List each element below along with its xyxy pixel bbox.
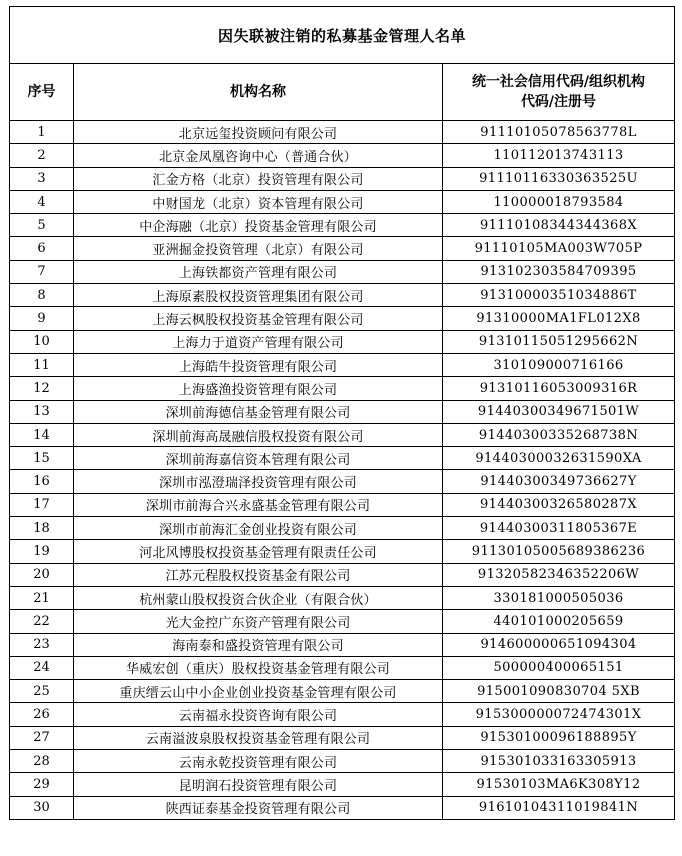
row-org-name: 亚洲掘金投资管理（北京）有限公司 bbox=[74, 237, 443, 260]
row-index: 29 bbox=[10, 773, 74, 796]
row-credit-code: 91440300032631590XA bbox=[443, 447, 675, 470]
row-org-name: 河北风博股权投资基金管理有限责任公司 bbox=[74, 540, 443, 563]
row-credit-code: 500000400065151 bbox=[443, 656, 675, 679]
row-credit-code: 91610104311019841N bbox=[443, 796, 675, 819]
table-row bbox=[10, 796, 675, 819]
row-index: 1 bbox=[10, 121, 74, 144]
table-row bbox=[10, 703, 675, 726]
row-credit-code: 91110105078563778L bbox=[443, 121, 675, 144]
header-code-line2: 代码/注册号 bbox=[520, 94, 597, 110]
table-body bbox=[10, 121, 675, 820]
table-row bbox=[10, 284, 675, 307]
row-index: 8 bbox=[10, 284, 74, 307]
row-org-name: 深圳市前海合兴永盛基金管理有限公司 bbox=[74, 493, 443, 516]
row-index: 24 bbox=[10, 656, 74, 679]
row-credit-code: 91530103MA6K308Y12 bbox=[443, 773, 675, 796]
header-row bbox=[10, 64, 675, 121]
row-org-name: 云南永乾投资管理有限公司 bbox=[74, 750, 443, 773]
title-row bbox=[10, 7, 675, 64]
table-row bbox=[10, 750, 675, 773]
row-credit-code: 915001090830704 5XB bbox=[443, 680, 675, 703]
row-credit-code: 91440300349736627Y bbox=[443, 470, 675, 493]
row-credit-code: 91440300349671501W bbox=[443, 400, 675, 423]
table-row bbox=[10, 423, 675, 446]
row-index: 2 bbox=[10, 144, 74, 167]
table-row bbox=[10, 517, 675, 540]
row-index: 19 bbox=[10, 540, 74, 563]
row-org-name: 中企海融（北京）投资基金管理有限公司 bbox=[74, 214, 443, 237]
row-credit-code: 91110105MA003W705P bbox=[443, 237, 675, 260]
table-row bbox=[10, 307, 675, 330]
row-index: 23 bbox=[10, 633, 74, 656]
row-index: 22 bbox=[10, 610, 74, 633]
row-credit-code: 91320582346352206W bbox=[443, 563, 675, 586]
row-org-name: 上海盛渔投资管理有限公司 bbox=[74, 377, 443, 400]
table-row bbox=[10, 680, 675, 703]
row-index: 12 bbox=[10, 377, 74, 400]
row-index: 27 bbox=[10, 726, 74, 749]
row-index: 21 bbox=[10, 586, 74, 609]
header-code bbox=[443, 64, 675, 121]
row-index: 11 bbox=[10, 353, 74, 376]
row-org-name: 深圳市泓澄瑞泽投资管理有限公司 bbox=[74, 470, 443, 493]
header-name: 机构名称 bbox=[74, 64, 443, 121]
table-row bbox=[10, 726, 675, 749]
table-row bbox=[10, 167, 675, 190]
row-index: 25 bbox=[10, 680, 74, 703]
row-index: 9 bbox=[10, 307, 74, 330]
row-org-name: 北京远玺投资顾问有限公司 bbox=[74, 121, 443, 144]
row-org-name: 汇金方格（北京）投资管理有限公司 bbox=[74, 167, 443, 190]
table-row bbox=[10, 610, 675, 633]
row-org-name: 北京金凤凰咨询中心（普通合伙） bbox=[74, 144, 443, 167]
row-org-name: 杭州蒙山股权投资合伙企业（有限合伙） bbox=[74, 586, 443, 609]
table-row bbox=[10, 353, 675, 376]
row-credit-code: 110000018793584 bbox=[443, 190, 675, 213]
row-org-name: 上海云枫股权投资基金管理有限公司 bbox=[74, 307, 443, 330]
table-row bbox=[10, 493, 675, 516]
row-org-name: 上海力于道资产管理有限公司 bbox=[74, 330, 443, 353]
table-row bbox=[10, 377, 675, 400]
registry-sheet bbox=[9, 6, 674, 820]
table-row bbox=[10, 121, 675, 144]
row-org-name: 华威宏创（重庆）股权投资基金管理有限公司 bbox=[74, 656, 443, 679]
row-org-name: 云南溢波泉股权投资基金管理有限公司 bbox=[74, 726, 443, 749]
row-org-name: 深圳前海德信基金管理有限公司 bbox=[74, 400, 443, 423]
row-org-name: 云南福永投资咨询有限公司 bbox=[74, 703, 443, 726]
row-credit-code: 91310000351034886T bbox=[443, 284, 675, 307]
row-org-name: 上海皓牛投资管理有限公司 bbox=[74, 353, 443, 376]
row-index: 28 bbox=[10, 750, 74, 773]
row-credit-code: 91440300326580287X bbox=[443, 493, 675, 516]
row-index: 3 bbox=[10, 167, 74, 190]
header-index: 序号 bbox=[10, 64, 74, 121]
header-code-line1: 统一社会信用代码/组织机构 bbox=[471, 74, 646, 90]
row-credit-code: 915300000072474301X bbox=[443, 703, 675, 726]
row-credit-code: 915301033163305913 bbox=[443, 750, 675, 773]
row-index: 30 bbox=[10, 796, 74, 819]
row-org-name: 陕西证泰基金投资管理有限公司 bbox=[74, 796, 443, 819]
row-org-name: 中财国龙（北京）资本管理有限公司 bbox=[74, 190, 443, 213]
table-title: 因失联被注销的私募基金管理人名单 bbox=[10, 7, 675, 64]
row-index: 7 bbox=[10, 260, 74, 283]
row-index: 16 bbox=[10, 470, 74, 493]
row-credit-code: 914600000651094304 bbox=[443, 633, 675, 656]
table-row bbox=[10, 400, 675, 423]
table-row bbox=[10, 656, 675, 679]
row-credit-code: 913102303584709395 bbox=[443, 260, 675, 283]
row-credit-code: 91440300335268738N bbox=[443, 423, 675, 446]
row-org-name: 重庆缙云山中小企业创业投资基金管理有限公司 bbox=[74, 680, 443, 703]
row-org-name: 江苏元程股权投资基金有限公司 bbox=[74, 563, 443, 586]
row-org-name: 上海铁都资产管理有限公司 bbox=[74, 260, 443, 283]
table-row bbox=[10, 773, 675, 796]
row-credit-code: 91310000MA1FL012X8 bbox=[443, 307, 675, 330]
table-row bbox=[10, 190, 675, 213]
table-row bbox=[10, 214, 675, 237]
row-credit-code: 440101000205659 bbox=[443, 610, 675, 633]
row-credit-code: 91530100096188895Y bbox=[443, 726, 675, 749]
row-org-name: 深圳前海高晟融信股权投资有限公司 bbox=[74, 423, 443, 446]
row-index: 26 bbox=[10, 703, 74, 726]
table-row bbox=[10, 330, 675, 353]
row-org-name: 深圳前海嘉信资本管理有限公司 bbox=[74, 447, 443, 470]
row-index: 20 bbox=[10, 563, 74, 586]
row-index: 6 bbox=[10, 237, 74, 260]
row-index: 5 bbox=[10, 214, 74, 237]
row-index: 14 bbox=[10, 423, 74, 446]
table-row bbox=[10, 540, 675, 563]
row-org-name: 上海原素股权投资管理集团有限公司 bbox=[74, 284, 443, 307]
row-credit-code: 91110108344344368X bbox=[443, 214, 675, 237]
table-row bbox=[10, 447, 675, 470]
row-credit-code: 91110116330363525U bbox=[443, 167, 675, 190]
table-row bbox=[10, 563, 675, 586]
row-index: 15 bbox=[10, 447, 74, 470]
row-index: 18 bbox=[10, 517, 74, 540]
row-index: 17 bbox=[10, 493, 74, 516]
row-org-name: 光大金控广东资产管理有限公司 bbox=[74, 610, 443, 633]
table-row bbox=[10, 470, 675, 493]
row-index: 10 bbox=[10, 330, 74, 353]
row-credit-code: 330181000505036 bbox=[443, 586, 675, 609]
table-row bbox=[10, 144, 675, 167]
table-row bbox=[10, 237, 675, 260]
table-row bbox=[10, 260, 675, 283]
manager-list-table bbox=[9, 6, 675, 820]
row-org-name: 深圳市前海汇金创业投资有限公司 bbox=[74, 517, 443, 540]
table-row bbox=[10, 633, 675, 656]
row-credit-code: 91440300311805367E bbox=[443, 517, 675, 540]
row-index: 4 bbox=[10, 190, 74, 213]
row-credit-code: 91310115051295662N bbox=[443, 330, 675, 353]
row-org-name: 昆明润石投资管理有限公司 bbox=[74, 773, 443, 796]
row-credit-code: 310109000716166 bbox=[443, 353, 675, 376]
row-credit-code: 91130105005689386236 bbox=[443, 540, 675, 563]
row-org-name: 海南泰和盛投资管理有限公司 bbox=[74, 633, 443, 656]
row-index: 13 bbox=[10, 400, 74, 423]
table-row bbox=[10, 586, 675, 609]
row-credit-code: 91310116053009316R bbox=[443, 377, 675, 400]
row-credit-code: 110112013743113 bbox=[443, 144, 675, 167]
